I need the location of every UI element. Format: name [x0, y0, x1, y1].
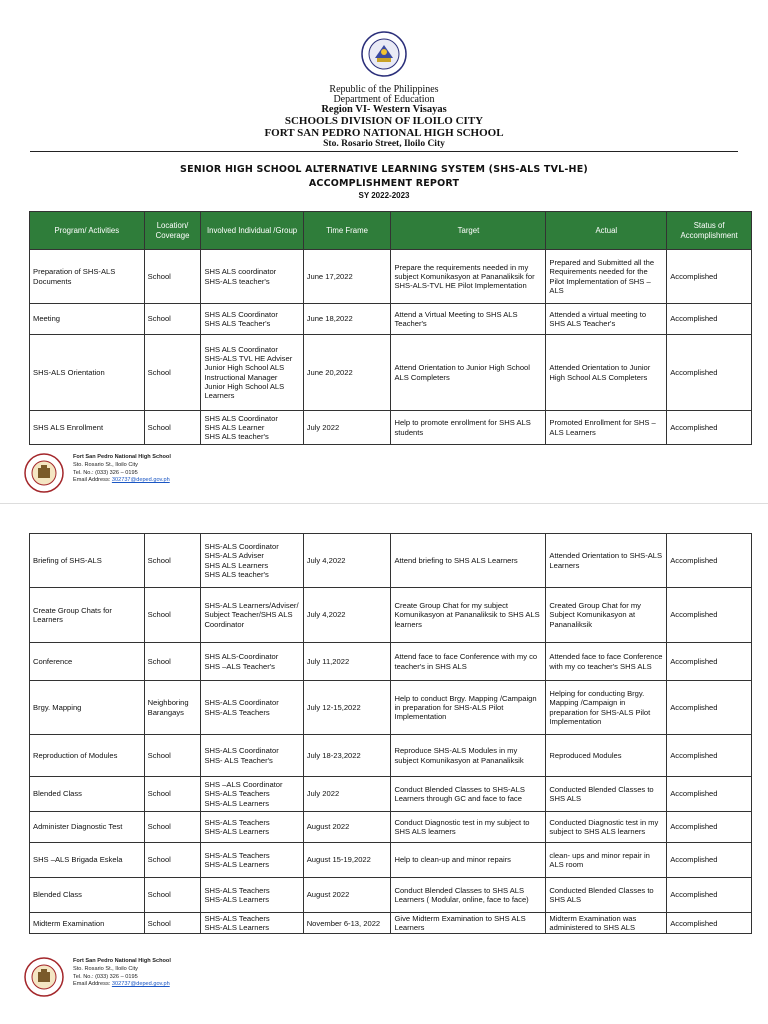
- school-seal-logo: [24, 957, 64, 997]
- table-row: [30, 843, 752, 878]
- footer-email-link[interactable]: 302737@deped.gov.ph: [111, 477, 170, 484]
- involved-cell: SHS-ALS Teachers SHS-ALS Learners: [201, 812, 303, 843]
- footer-tel: Tel. No.: (033) 326 – 0195: [73, 973, 138, 980]
- footer-address: Sto. Rosario St., Iloilo City: [73, 461, 138, 468]
- status-cell: Accomplished: [667, 304, 752, 335]
- involved-cell: SHS ALS Coordinator SHS-ALS TVL HE Adviser Junior High School ALS Instructional Manager Junior High School ALS Learners: [201, 335, 303, 411]
- involved-cell: SHS ALS-Coordinator SHS –ALS Teacher's: [201, 643, 303, 681]
- involved-cell: SHS-ALS Coordinator SHS-ALS Teachers: [201, 681, 303, 735]
- location-cell: School: [144, 843, 201, 878]
- header-division: SCHOOLS DIVISION OF ILOILO CITY: [284, 115, 484, 127]
- timeframe-cell: July 4,2022: [303, 534, 391, 588]
- column-header: Status of Accomplishment: [667, 212, 752, 250]
- deped-seal-logo: [361, 31, 407, 77]
- involved-cell: SHS-ALS Learners/Adviser/ Subject Teacher/SHS ALS Coordinator: [201, 588, 303, 643]
- status-cell: Accomplished: [667, 411, 752, 445]
- target-cell: Attend face to face Conference with my co teacher's in SHS ALS: [391, 643, 546, 681]
- timeframe-cell: August 15-19,2022: [303, 843, 391, 878]
- location-cell: School: [144, 250, 201, 304]
- location-cell: School: [144, 812, 201, 843]
- location-cell: School: [144, 335, 201, 411]
- school-seal-logo: [24, 453, 64, 493]
- header-divider: [30, 151, 738, 152]
- header-republic: Republic of the Philippines: [329, 84, 439, 95]
- involved-cell: SHS-ALS Teachers SHS-ALS Learners: [201, 913, 303, 934]
- actual-cell: Attended Orientation to Junior High School ALS Completers: [546, 335, 667, 411]
- table-row: [30, 878, 752, 913]
- target-cell: Conduct Blended Classes to SHS ALS Learners ( Modular, online, face to face): [391, 878, 546, 913]
- status-cell: Accomplished: [667, 843, 752, 878]
- header-school-name: FORT SAN PEDRO NATIONAL HIGH SCHOOL: [264, 127, 504, 139]
- target-cell: Attend briefing to SHS ALS Learners: [391, 534, 546, 588]
- column-header: Location/ Coverage: [144, 212, 201, 250]
- location-cell: School: [144, 588, 201, 643]
- target-cell: Conduct Blended Classes to SHS-ALS Learners through GC and face to face: [391, 777, 546, 812]
- table-row: [30, 777, 752, 812]
- actual-cell: Attended a virtual meeting to SHS ALS Teacher's: [546, 304, 667, 335]
- involved-cell: SHS ALS Coordinator SHS ALS Teacher's: [201, 304, 303, 335]
- table-row: [30, 588, 752, 643]
- accomplishment-table-page2: [29, 533, 752, 934]
- page-break: [0, 503, 768, 504]
- actual-cell: Promoted Enrollment for SHS –ALS Learners: [546, 411, 667, 445]
- actual-cell: Attended Orientation to SHS-ALS Learners: [546, 534, 667, 588]
- target-cell: Attend a Virtual Meeting to SHS ALS Teacher's: [391, 304, 546, 335]
- activity-cell: Brgy. Mapping: [30, 681, 145, 735]
- timeframe-cell: August 2022: [303, 812, 391, 843]
- target-cell: Help to clean-up and minor repairs: [391, 843, 546, 878]
- status-cell: Accomplished: [667, 913, 752, 934]
- target-cell: Give Midterm Examination to SHS ALS Learners: [391, 913, 546, 934]
- timeframe-cell: November 6-13, 2022: [303, 913, 391, 934]
- actual-cell: clean- ups and minor repair in ALS room: [546, 843, 667, 878]
- activity-cell: Create Group Chats for Learners: [30, 588, 145, 643]
- activity-cell: Meeting: [30, 304, 145, 335]
- activity-cell: Conference: [30, 643, 145, 681]
- table-row: [30, 681, 752, 735]
- target-cell: Reproduce SHS-ALS Modules in my subject Komunikasyon at Pananaliksik: [391, 735, 546, 777]
- table-row: [30, 304, 752, 335]
- footer-email-link[interactable]: 302737@deped.gov.ph: [111, 981, 170, 988]
- footer-page2: [24, 957, 324, 997]
- timeframe-cell: July 18-23,2022: [303, 735, 391, 777]
- column-header: Program/ Activities: [30, 212, 145, 250]
- table-row: [30, 250, 752, 304]
- timeframe-cell: August 2022: [303, 878, 391, 913]
- column-header: Involved Individual /Group: [201, 212, 303, 250]
- activity-cell: SHS –ALS Brigada Eskela: [30, 843, 145, 878]
- activity-cell: Reproduction of Modules: [30, 735, 145, 777]
- status-cell: Accomplished: [667, 878, 752, 913]
- report-subtitle: ACCOMPLISHMENT REPORT: [308, 178, 460, 189]
- status-cell: Accomplished: [667, 250, 752, 304]
- table-row: [30, 643, 752, 681]
- footer-email-label: Email Address:: [73, 477, 112, 484]
- location-cell: School: [144, 913, 201, 934]
- actual-cell: Conducted Blended Classes to SHS ALS: [546, 777, 667, 812]
- target-cell: Prepare the requirements needed in my subject Komunikasyon at Pananaliksik for SHS-ALS-TVL HE Pilot Implementation: [391, 250, 546, 304]
- involved-cell: SHS-ALS Teachers SHS-ALS Learners: [201, 843, 303, 878]
- school-year: SY 2022-2023: [358, 191, 410, 200]
- actual-cell: Conducted Diagnostic test in my subject to SHS ALS learners: [546, 812, 667, 843]
- actual-cell: Helping for conducting Brgy. Mapping /Campaign in preparation for SHS-ALS Pilot Implementation: [546, 681, 667, 735]
- timeframe-cell: June 20,2022: [303, 335, 391, 411]
- target-cell: Conduct Diagnostic test in my subject to SHS ALS learners: [391, 812, 546, 843]
- footer-address: Sto. Rosario St., Iloilo City: [73, 965, 138, 972]
- target-cell: Help to conduct Brgy. Mapping /Campaign in preparation for SHS-ALS Pilot Implementation: [391, 681, 546, 735]
- timeframe-cell: June 18,2022: [303, 304, 391, 335]
- footer-tel: Tel. No.: (033) 326 – 0195: [73, 469, 138, 476]
- location-cell: Neighboring Barangays: [144, 681, 201, 735]
- activity-cell: Briefing of SHS-ALS: [30, 534, 145, 588]
- location-cell: School: [144, 304, 201, 335]
- location-cell: School: [144, 534, 201, 588]
- report-title: SENIOR HIGH SCHOOL ALTERNATIVE LEARNING SYSTEM (SHS-ALS TVL-HE): [180, 164, 588, 175]
- footer-school-name: Fort San Pedro National High School: [73, 958, 171, 964]
- location-cell: School: [144, 777, 201, 812]
- status-cell: Accomplished: [667, 777, 752, 812]
- involved-cell: SHS ALS Coordinator SHS ALS Learner SHS ALS teacher's: [201, 411, 303, 445]
- header-school-address: Sto. Rosario Street, Iloilo City: [323, 139, 445, 149]
- location-cell: School: [144, 878, 201, 913]
- column-header: Time Frame: [303, 212, 391, 250]
- status-cell: Accomplished: [667, 335, 752, 411]
- timeframe-cell: July 2022: [303, 411, 391, 445]
- footer-page1: [24, 453, 324, 493]
- actual-cell: Reproduced Modules: [546, 735, 667, 777]
- target-cell: Create Group Chat for my subject Komunikasyon at Pananaliksik to SHS ALS learners: [391, 588, 546, 643]
- actual-cell: Created Group Chat for my Subject Komunikasyon at Pananaliksik: [546, 588, 667, 643]
- activity-cell: Blended Class: [30, 878, 145, 913]
- involved-cell: SHS –ALS Coordinator SHS-ALS Teachers SHS-ALS Learners: [201, 777, 303, 812]
- table-row: [30, 913, 752, 934]
- actual-cell: Attended face to face Conference with my co teacher's SHS ALS: [546, 643, 667, 681]
- status-cell: Accomplished: [667, 643, 752, 681]
- activity-cell: Administer Diagnostic Test: [30, 812, 145, 843]
- actual-cell: Prepared and Submitted all the Requirements needed for the Pilot Implementation of SHS –ALS: [546, 250, 667, 304]
- table-row: [30, 812, 752, 843]
- footer-school-name: Fort San Pedro National High School: [73, 454, 171, 460]
- target-cell: Attend Orientation to Junior High School ALS Completers: [391, 335, 546, 411]
- status-cell: Accomplished: [667, 588, 752, 643]
- status-cell: Accomplished: [667, 812, 752, 843]
- header-department: Department of Education: [333, 94, 435, 105]
- column-header: Target: [391, 212, 546, 250]
- involved-cell: SHS-ALS Teachers SHS-ALS Learners: [201, 878, 303, 913]
- activity-cell: SHS-ALS Orientation: [30, 335, 145, 411]
- timeframe-cell: July 4,2022: [303, 588, 391, 643]
- column-header: Actual: [546, 212, 667, 250]
- activity-cell: Blended Class: [30, 777, 145, 812]
- location-cell: School: [144, 411, 201, 445]
- involved-cell: SHS-ALS Coordinator SHS-ALS Adviser SHS ALS Learners SHS ALS teacher's: [201, 534, 303, 588]
- location-cell: School: [144, 735, 201, 777]
- actual-cell: Midterm Examination was administered to SHS ALS: [546, 913, 667, 934]
- accomplishment-table-page1: [29, 211, 752, 445]
- status-cell: Accomplished: [667, 735, 752, 777]
- target-cell: Help to promote enrollment for SHS ALS students: [391, 411, 546, 445]
- status-cell: Accomplished: [667, 681, 752, 735]
- involved-cell: SHS-ALS Coordinator SHS- ALS Teacher's: [201, 735, 303, 777]
- activity-cell: Preparation of SHS-ALS Documents: [30, 250, 145, 304]
- table-row: [30, 411, 752, 445]
- table-row: [30, 735, 752, 777]
- header-region: Region VI- Western Visayas: [321, 104, 447, 115]
- table-row: [30, 534, 752, 588]
- table-header-row: [30, 212, 752, 250]
- location-cell: School: [144, 643, 201, 681]
- timeframe-cell: July 11,2022: [303, 643, 391, 681]
- actual-cell: Conducted Blended Classes to SHS ALS: [546, 878, 667, 913]
- activity-cell: Midterm Examination: [30, 913, 145, 934]
- activity-cell: SHS ALS Enrollment: [30, 411, 145, 445]
- timeframe-cell: July 12-15,2022: [303, 681, 391, 735]
- footer-email-label: Email Address:: [73, 981, 112, 988]
- status-cell: Accomplished: [667, 534, 752, 588]
- timeframe-cell: July 2022: [303, 777, 391, 812]
- involved-cell: SHS ALS coordinator SHS-ALS teacher's: [201, 250, 303, 304]
- timeframe-cell: June 17,2022: [303, 250, 391, 304]
- table-row: [30, 335, 752, 411]
